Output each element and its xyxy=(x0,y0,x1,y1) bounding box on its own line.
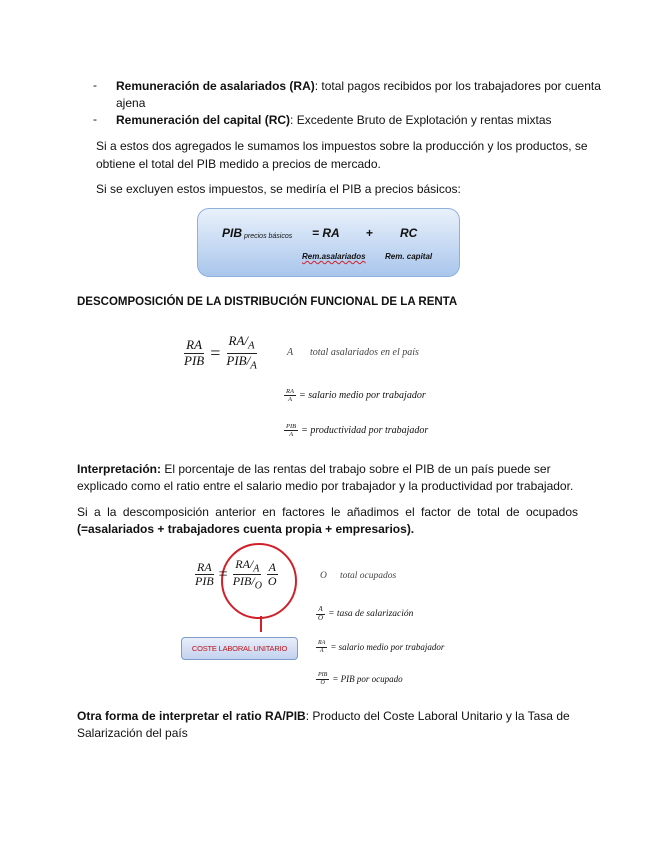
def1-text: = salario medio por trabajador xyxy=(298,390,426,402)
def1-den: A xyxy=(287,396,292,404)
def3-text: = tasa de salarización xyxy=(328,609,414,620)
clu-connector-line xyxy=(260,616,262,632)
paragraph-3a: Si a la descomposición anterior en factores le añadimos el factor de total de ocupados xyxy=(77,505,578,519)
def2-num: PIB xyxy=(286,423,297,430)
box-plus: + xyxy=(366,226,374,240)
def3-num: A xyxy=(318,605,323,613)
def-productividad xyxy=(284,423,428,438)
bullet-ra xyxy=(116,77,601,95)
def-tasa-salarizacion xyxy=(316,606,413,622)
eq2-den: PIB xyxy=(195,574,214,589)
final-label: Otra forma de interpretar el ratio RA/PIB xyxy=(77,709,306,723)
def5-fraction xyxy=(316,672,329,686)
eq1-num2-a: A xyxy=(248,339,255,352)
box-pib-sub: precios básicos xyxy=(244,233,293,240)
eq2-equals: = xyxy=(218,565,228,583)
bullet-rc-text: : Excedente Bruto de Explotación y rentas mixtas xyxy=(290,113,552,127)
interpretacion-line1 xyxy=(77,460,551,478)
paragraph-2: Si se excluyen estos impuestos, se mediría el PIB a precios básicos: xyxy=(96,182,461,196)
def1-fraction xyxy=(284,388,296,403)
paragraph-1a: Si a estos dos agregados le sumamos los impuestos sobre la producción y los productos, se xyxy=(96,139,588,153)
paragraph-3b: (=asalariados + trabajadores cuenta propia + empresarios). xyxy=(77,522,415,536)
bullet-ra-cont: ajena xyxy=(116,96,146,110)
def3-fraction xyxy=(316,606,325,622)
eq2-lhs-fraction xyxy=(193,561,216,588)
def5-num: PIB xyxy=(318,672,328,678)
eq2-fden: O xyxy=(267,574,277,589)
def1-num: RA xyxy=(286,388,294,395)
def4-text: = salario medio por trabajador xyxy=(330,642,445,653)
def-pib-por-ocupado xyxy=(316,672,403,686)
bullet-dash: - xyxy=(93,112,97,126)
bullet-dash: - xyxy=(93,78,97,92)
eq2-num2: RA xyxy=(235,557,250,571)
bullet-ra-label: Remuneración de asalariados (RA) xyxy=(116,79,315,93)
paragraph-1b: obtiene el total del PIB medido a precios de mercado. xyxy=(96,157,381,171)
interpretacion-label: Interpretación: xyxy=(77,462,162,476)
box-rc-caption: Rem. capital xyxy=(385,252,433,261)
eq2-mid-fraction: $\frac{RA/_A}{PIB/_O}$ xyxy=(232,557,262,592)
def-salario-medio-2 xyxy=(316,640,444,654)
eq2-num2-a: A xyxy=(253,563,260,575)
eq2-fnum: A xyxy=(268,560,276,575)
eq2-o-symbol: O xyxy=(320,571,327,581)
eq1-a-symbol: A xyxy=(287,347,294,358)
def2-den: A xyxy=(289,431,294,439)
eq2-den2: PIB xyxy=(232,574,252,589)
box-rc: RC xyxy=(400,226,418,240)
def2-fraction xyxy=(284,423,298,438)
eq2-num: RA xyxy=(196,560,212,575)
eq1-lhs-fraction xyxy=(182,338,206,368)
bullet-ra-text: : total pagos recibidos por los trabajadores por cuenta xyxy=(314,79,601,93)
bullet-rc xyxy=(116,111,552,129)
coste-laboral-unitario-label: COSTE LABORAL UNITARIO xyxy=(181,637,298,660)
box-ra-caption: Rem.asalariados xyxy=(302,252,366,261)
final-line2: Salarización del país xyxy=(77,726,188,740)
eq2-factor-fraction xyxy=(266,561,279,588)
eq1-den2-a: A xyxy=(250,359,257,372)
eq1-a-definition: total asalariados en el país xyxy=(310,347,419,358)
def4-fraction xyxy=(316,640,327,654)
equation-2 xyxy=(193,558,279,592)
def4-num: RA xyxy=(318,640,326,646)
interpretacion-text: El porcentaje de las rentas del trabajo sobre el PIB de un país puede ser xyxy=(161,462,551,476)
eq1-rhs-fraction: $\frac{RA/_A}{PIB/_A}$ xyxy=(226,333,257,372)
pib-formula-box xyxy=(197,208,460,277)
eq1-den: PIB xyxy=(184,352,205,368)
equation-1 xyxy=(182,334,259,372)
section-heading: DESCOMPOSICIÓN DE LA DISTRIBUCIÓN FUNCIONAL DE LA RENTA xyxy=(77,296,458,308)
final-line1 xyxy=(77,707,570,725)
box-eq-ra: = RA xyxy=(312,226,340,240)
eq1-equals: = xyxy=(210,342,221,363)
box-pib: PIB xyxy=(222,226,243,240)
eq1-num: RA xyxy=(186,337,203,353)
def2-text: = productividad por trabajador xyxy=(301,425,429,437)
eq2-den2-o: O xyxy=(254,580,262,592)
def4-den: A xyxy=(319,647,324,654)
final-text: : Producto del Coste Laboral Unitario y la Tasa de xyxy=(305,709,570,723)
def-salario-medio xyxy=(284,388,426,403)
eq1-num2: RA xyxy=(228,333,245,348)
def5-text: = PIB por ocupado xyxy=(332,674,403,685)
eq1-den2: PIB xyxy=(226,352,247,368)
bullet-rc-label: Remuneración del capital (RC) xyxy=(116,113,291,127)
interpretacion-line2: explicado como el ratio entre el salario medio por trabajador y la productividad por trabajador. xyxy=(77,479,574,493)
eq2-o-definition: total ocupados xyxy=(340,571,397,581)
def3-den: O xyxy=(318,613,324,622)
def5-den: O xyxy=(320,679,325,686)
